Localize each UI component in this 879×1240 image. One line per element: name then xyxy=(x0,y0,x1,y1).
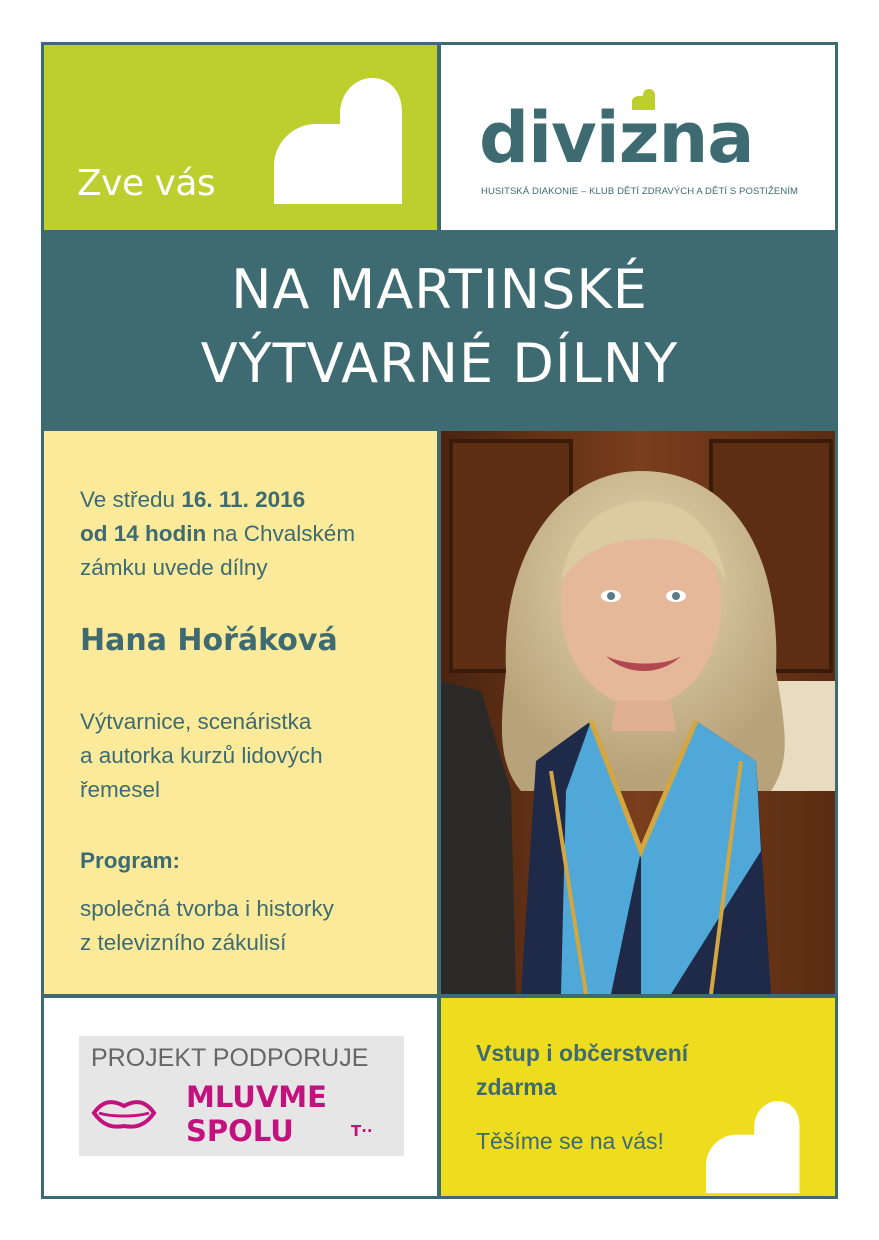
info-line-1 xyxy=(80,483,305,517)
telekom-logo: T·· xyxy=(351,1122,373,1140)
info-date-prefix: Ve středu xyxy=(80,487,182,512)
program-line-1: společná tvorba i historky xyxy=(80,896,334,921)
title-band xyxy=(44,230,835,427)
logo-subtitle: HUSITSKÁ DIAKONIE – KLUB DĚTÍ ZDRAVÝCH A DĚTÍ S POSTIŽENÍM xyxy=(481,186,799,197)
presenter-desc-1: Výtvarnice, scenáristka xyxy=(80,709,312,734)
program-label: Program: xyxy=(80,848,181,873)
presenter-photo xyxy=(441,431,835,994)
entry-panel xyxy=(441,998,835,1196)
title-line-2: VÝTVARNÉ DÍLNY xyxy=(200,332,679,395)
event-time: od 14 hodin xyxy=(80,521,207,546)
heart-icon-small xyxy=(706,1101,801,1196)
entry-line-1: Vstup i občerstvení xyxy=(476,1040,689,1066)
closing-text: Těšíme se na vás! xyxy=(476,1128,664,1154)
presenter-desc-2: a autorka kurzů lidových xyxy=(80,743,323,768)
presenter-desc-3: řemesel xyxy=(80,777,161,802)
info-line-2 xyxy=(80,517,355,551)
event-date: 16. 11. 2016 xyxy=(181,487,306,512)
poster-frame xyxy=(41,42,838,1199)
logo-text: divizna xyxy=(479,97,754,179)
title-line-1: NA MARTINSKÉ xyxy=(231,258,648,321)
heart-icon xyxy=(274,78,404,208)
sponsor-panel xyxy=(44,998,437,1196)
sponsor-name-line-2: SPOLU xyxy=(186,1114,294,1148)
sponsor-name xyxy=(186,1080,327,1148)
presenter-name: Hana Hořáková xyxy=(80,623,338,658)
sponsor-box xyxy=(79,1036,404,1156)
sponsor-heading: PROJEKT PODPORUJE xyxy=(91,1044,369,1072)
info-panel xyxy=(44,431,437,994)
invite-panel xyxy=(44,45,437,230)
lips-icon xyxy=(91,1096,157,1130)
photo-illustration xyxy=(441,431,835,994)
logo-panel xyxy=(441,45,835,230)
entry-line-2: zdarma xyxy=(476,1074,557,1100)
info-venue: na Chvalském xyxy=(206,521,356,546)
info-line-3: zámku uvede dílny xyxy=(80,555,268,580)
invite-text: Zve vás xyxy=(77,163,216,204)
program-line-2: z televizního zákulisí xyxy=(80,930,287,955)
sponsor-name-line-1: MLUVME xyxy=(186,1080,327,1114)
